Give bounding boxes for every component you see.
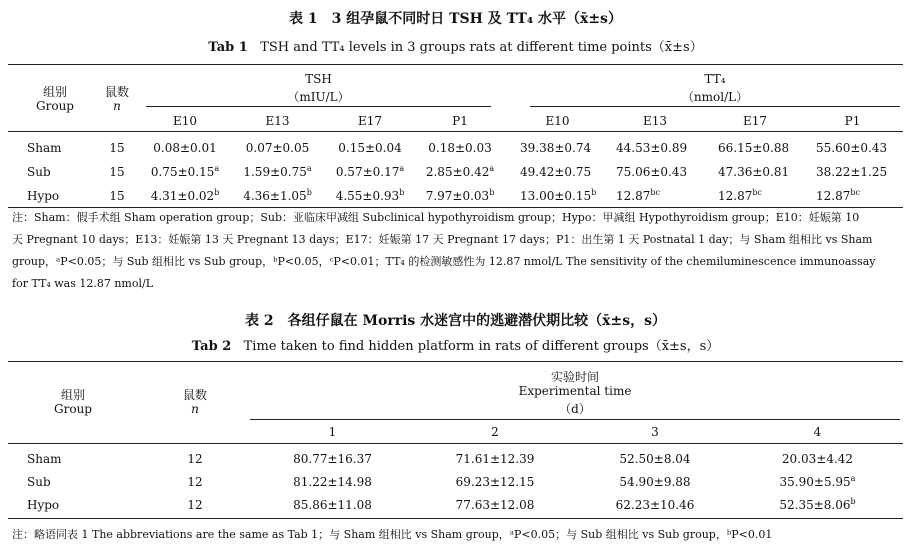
- table1-tsh-unit: （mIU/L）: [287, 90, 350, 104]
- table2-row-n: 12: [187, 498, 203, 512]
- table2-cell: 20.03±4.42: [781, 452, 854, 466]
- table2-cell: 77.63±12.08: [455, 498, 535, 512]
- table2-cell: 54.90±9.88: [619, 475, 691, 489]
- table1-n-header-cn: 鼠数: [104, 85, 129, 99]
- table1-subcol-header: E10: [172, 114, 198, 128]
- table2-title-en: [0, 335, 911, 354]
- table1-title-cn: 表 1 3 组孕鼠不同时日 TSH 及 TT₄ 水平（x̄±s）: [289, 11, 622, 27]
- table1-cell: 12.87$^{bc}$: [616, 188, 660, 203]
- table1-group-header-cn: 组别: [42, 85, 67, 99]
- table1-cell: 7.97±0.03$^b$: [425, 188, 495, 203]
- table2-n-header-en: n: [191, 402, 199, 416]
- table1-cell: 0.57±0.17$^a$: [335, 164, 405, 179]
- table2-title-en-text: Time taken to find hidden platform in rats of different groups（x̄±s，s）: [243, 339, 720, 354]
- table2-subcol-header: 4: [813, 425, 822, 439]
- table1-row-n: 15: [109, 141, 125, 155]
- table2-subcol-header: 1: [328, 425, 337, 439]
- table2-footnote: 注：略语同表 1 The abbreviations are the same as Tab 1；与 Sham 组相比 vs Sham group，ᵃP<0.05；与 Sub 组相比 vs Sub group，ᵇP<0.01: [12, 528, 773, 541]
- table1-subcol-header: E13: [642, 114, 668, 128]
- table1-cell: 75.06±0.43: [616, 165, 688, 179]
- table1-subcol-header: E17: [357, 114, 383, 128]
- table1-row-group: Sub: [27, 165, 51, 179]
- table1-tt4-header: TT₄: [704, 72, 726, 86]
- table2-cell: 69.23±12.15: [455, 475, 535, 489]
- table1-top-rule: [8, 64, 903, 65]
- table1-cell: 4.36±1.05$^b$: [243, 188, 312, 203]
- table1-tsh-span-rule: [146, 106, 491, 107]
- table1-subcol-header: P1: [844, 114, 861, 128]
- table2-span-rule: [250, 419, 900, 420]
- table2-n-header-cn: 鼠数: [182, 388, 207, 402]
- table1-subcol-header: E13: [265, 114, 290, 128]
- table1-subcol-header: P1: [452, 114, 468, 128]
- table2-exp-header-en: Experimental time: [518, 384, 632, 398]
- table2-cell: 85.86±11.08: [293, 498, 372, 512]
- table1-cell: 12.87$^{bc}$: [816, 188, 860, 203]
- table1-title-en-label: Tab 1: [208, 40, 248, 55]
- table1-cell: 55.60±0.43: [816, 141, 888, 155]
- table2-row-group: Sham: [27, 452, 62, 466]
- table1-tt4-unit: （nmol/L）: [681, 90, 749, 104]
- table1-subcol-header: E17: [742, 114, 768, 128]
- table1-header-rule: [8, 131, 903, 132]
- table1-cell: 2.85±0.42$^a$: [425, 164, 495, 179]
- table1-cell: 39.38±0.74: [520, 141, 592, 155]
- table1-cell: 4.31±0.02$^b$: [150, 188, 220, 203]
- table2-row-n: 12: [187, 475, 203, 489]
- table1-footnote: [12, 207, 902, 295]
- table2-row-group: Hypo: [27, 498, 60, 512]
- table1-cell: 44.53±0.89: [616, 141, 688, 155]
- table1-n-header-en: n: [113, 99, 121, 113]
- table2-group-header-en: Group: [54, 402, 92, 416]
- table1-footnote-line: 天 Pregnant 10 days；E13：妊娠第 13 天 Pregnant 13 days；E17：妊娠第 17 天 Pregnant 17 days；P1：出生第 1 天 Postnatal 1 day；与 Sham 组相比 vs Sham: [12, 233, 873, 246]
- table1-footnote-line: 注：Sham：假手术组 Sham operation group；Sub：亚临床甲减组 Subclinical hypothyroidism group；Hypo：甲减组 Hypothyroidism group；E10：妊娠第 10: [12, 211, 860, 224]
- table2-title-en-label: Tab 2: [191, 339, 232, 354]
- table1-title-en-text: TSH and TT₄ levels in 3 groups rats at different time points（x̄±s）: [260, 40, 703, 55]
- table2-cell: 35.90±5.95$^a$: [779, 474, 856, 489]
- table2-cell: 62.23±10.46: [615, 498, 695, 512]
- table2-cell: 52.35±8.06$^b$: [779, 497, 856, 512]
- table1-cell: 0.07±0.05: [245, 141, 310, 155]
- table1-footnote-line: group，ᵃP<0.05；与 Sub 组相比 vs Sub group，ᵇP<0.05，ᶜP<0.01；TT₄ 的检测敏感性为 12.87 nmol/L The sensitivity of the chemiluminescence immunoassay: [12, 255, 876, 268]
- table1-cell: 13.00±0.15$^b$: [520, 188, 597, 203]
- table1-cell: 66.15±0.88: [718, 141, 790, 155]
- table1-tt4-span-rule: [530, 106, 900, 107]
- table1-cell: 12.87$^{bc}$: [718, 188, 762, 203]
- table1-cell: 0.18±0.03: [428, 141, 492, 155]
- table2-header-rule: [8, 443, 903, 444]
- table2-cell: 80.77±16.37: [293, 452, 372, 466]
- table2-subcol-header: 2: [491, 425, 499, 439]
- table2-group-header-cn: 组别: [60, 388, 85, 402]
- table1-subcol-header: E10: [545, 114, 570, 128]
- table2-row-n: 12: [187, 452, 203, 466]
- table2-cell: 52.50±8.04: [619, 452, 691, 466]
- table1-cell: 0.75±0.15$^a$: [150, 164, 220, 179]
- table2-row-group: Sub: [27, 475, 51, 489]
- table1-row-group: Sham: [27, 141, 62, 155]
- table1-row-n: 15: [109, 189, 125, 203]
- table2-subcol-header: 3: [651, 425, 659, 439]
- table1-tsh-header: TSH: [305, 72, 332, 86]
- table1-cell: 0.08±0.01: [153, 141, 217, 155]
- table1-cell: 4.55±0.93$^b$: [335, 188, 405, 203]
- table2-bottom-rule: [8, 518, 903, 519]
- table1-footnote-line: for TT₄ was 12.87 nmol/L: [12, 277, 154, 290]
- table2-cell: 81.22±14.98: [293, 475, 372, 489]
- table2-cell: 71.61±12.39: [455, 452, 535, 466]
- table1-cell: 47.36±0.81: [718, 165, 790, 179]
- table1-cell: 0.15±0.04: [338, 141, 402, 155]
- table1-group-header-en: Group: [36, 99, 74, 113]
- table2-top-rule: [8, 361, 903, 362]
- table1-cell: 38.22±1.25: [816, 165, 888, 179]
- table2-title-cn: 表 2 各组仔鼠在 Morris 水迷宫中的逃避潜伏期比较（x̄±s，s）: [245, 313, 666, 329]
- table2-exp-header-cn: 实验时间: [550, 370, 599, 384]
- table1-title-en: [0, 36, 911, 55]
- table2-exp-unit: （d）: [559, 402, 591, 416]
- table1-cell: 49.42±0.75: [520, 165, 592, 179]
- table1-row-group: Hypo: [27, 189, 60, 203]
- table1-cell: 1.59±0.75$^a$: [243, 164, 312, 179]
- table1-row-n: 15: [109, 165, 125, 179]
